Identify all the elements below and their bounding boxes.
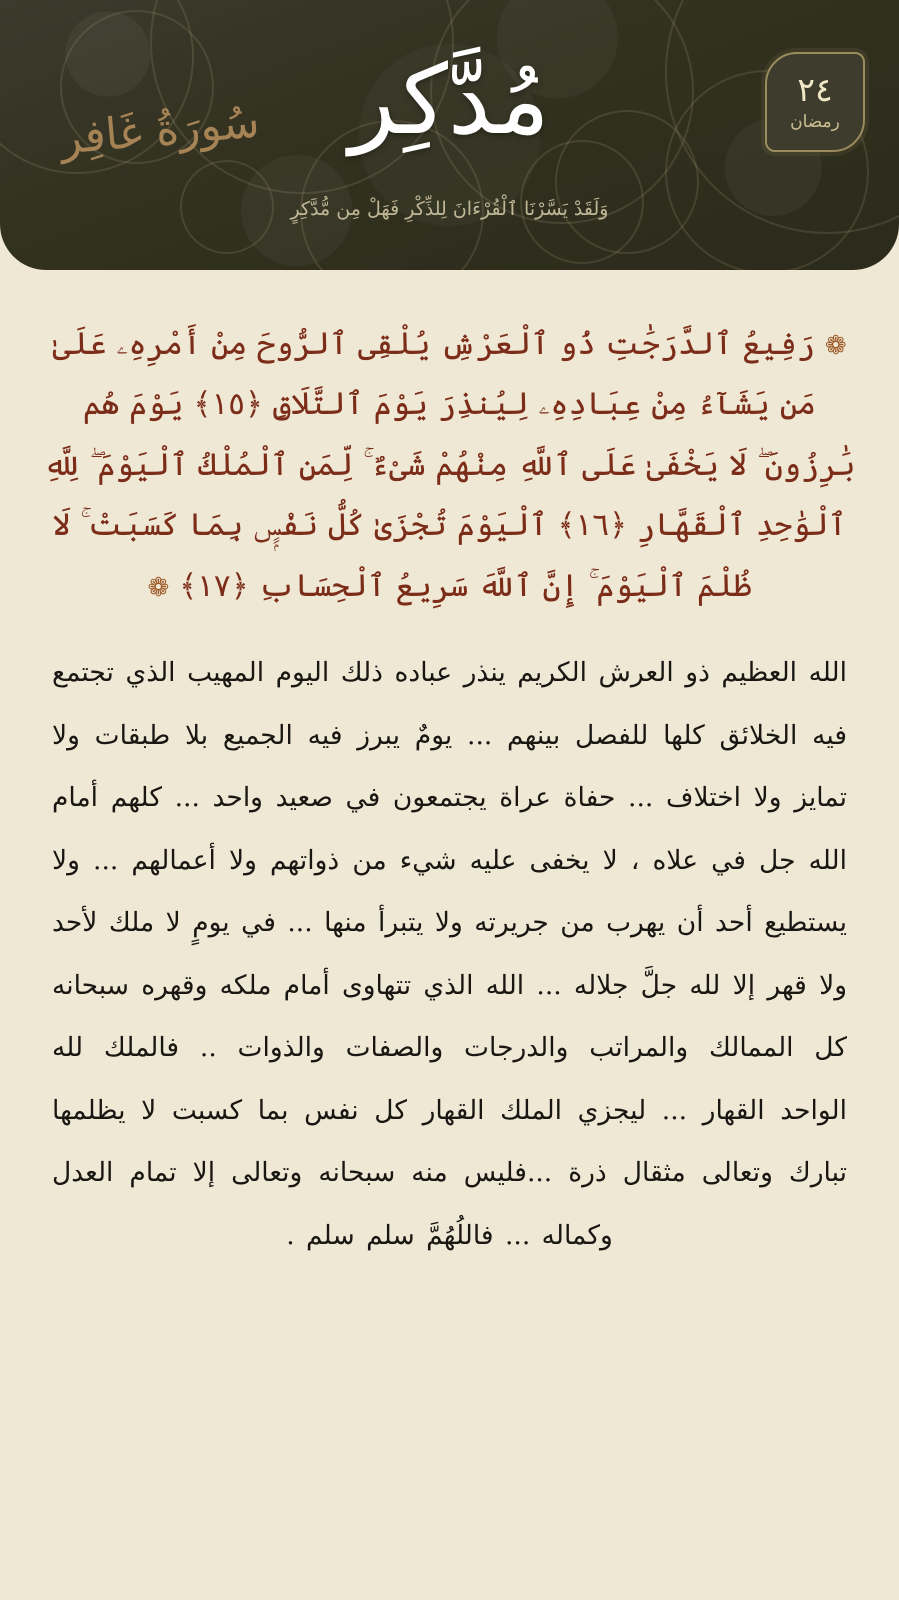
tafsir-body [52,642,847,1267]
page-title: مُدَّكِر [349,44,550,156]
date-badge-day: ٢٤ [797,69,833,109]
date-badge-month: رمضان [790,111,840,132]
header-banner [0,0,899,270]
date-badge [765,52,865,152]
tafsir-paragraph: الله العظيم ذو العرش الكريم ينذر عباده ذلك اليوم المهيب الذي تجتمع فيه الخلائق كلها للفصل بينهم ... يومٌ يبرز فيه الجميع بلا طبقات ولا تمايز ولا اختلاف ... حفاة عراة يجتمعون في صعيد واحد ... كلهم أمام الله جل في علاه ، لا يخفى عليه شيء من ذواتهم ولا أعمالهم ... ولا يستطيع أحد أن يهرب من جريرته ولا يتبرأ منها ... في يومٍ لا ملك لأحد ولا قهر إلا لله جلَّ جلاله ... الله الذي تتهاوى أمام ملكه وقهره سبحانه كل الممالك والمراتب والدرجات والصفات والذوات .. فالملك لله الواحد القهار ... ليجزي الملك القهار كل نفس بما كسبت لا يظلمها تبارك وتعالى مثقال ذرة ...فليس منه سبحانه وتعالى إلا تمام العدل وكماله ... فاللُهُمَّ سلم سلم . [52,657,847,1251]
surah-name: سُورَةُ غَافِر [58,96,262,165]
quran-verse-text: رَفِيعُ ٱلدَّرَجَٰتِ ذُو ٱلْعَرْشِ يُلْقِى ٱلرُّوحَ مِنْ أَمْرِهِۦ عَلَىٰ مَن يَشَآءُ مِنْ عِبَادِهِۦ لِيُنذِرَ يَوْمَ ٱلتَّلَاقِ ﴿١٥﴾ يَوْمَ هُم بَٰرِزُونَ ۖ لَا يَخْفَىٰ عَلَى ٱللَّهِ مِنْهُمْ شَىْءٌ ۚ لِّمَنِ ٱلْمُلْكُ ٱلْيَوْمَ ۖ لِلَّهِ ٱلْوَٰحِدِ ٱلْقَهَّارِ ﴿١٦﴾ ٱلْيَوْمَ تُجْزَىٰ كُلُّ نَفْسٍۭ بِمَا كَسَبَتْ ۚ لَا ظُلْمَ ٱلْيَوْمَ ۚ إِنَّ ٱللَّهَ سَرِيعُ ٱلْحِسَابِ ﴿١٧﴾ [43,326,856,604]
verse-ornament-icon: ❁ [147,572,170,603]
quran-verses [42,314,857,616]
verse-ornament-icon: ❁ [824,331,847,361]
header-verse-quote: وَلَقَدْ يَسَّرْنَا ٱلْقُرْءَانَ لِلذِّكْرِ فَهَلْ مِن مُّدَّكِرٍ [290,198,609,220]
